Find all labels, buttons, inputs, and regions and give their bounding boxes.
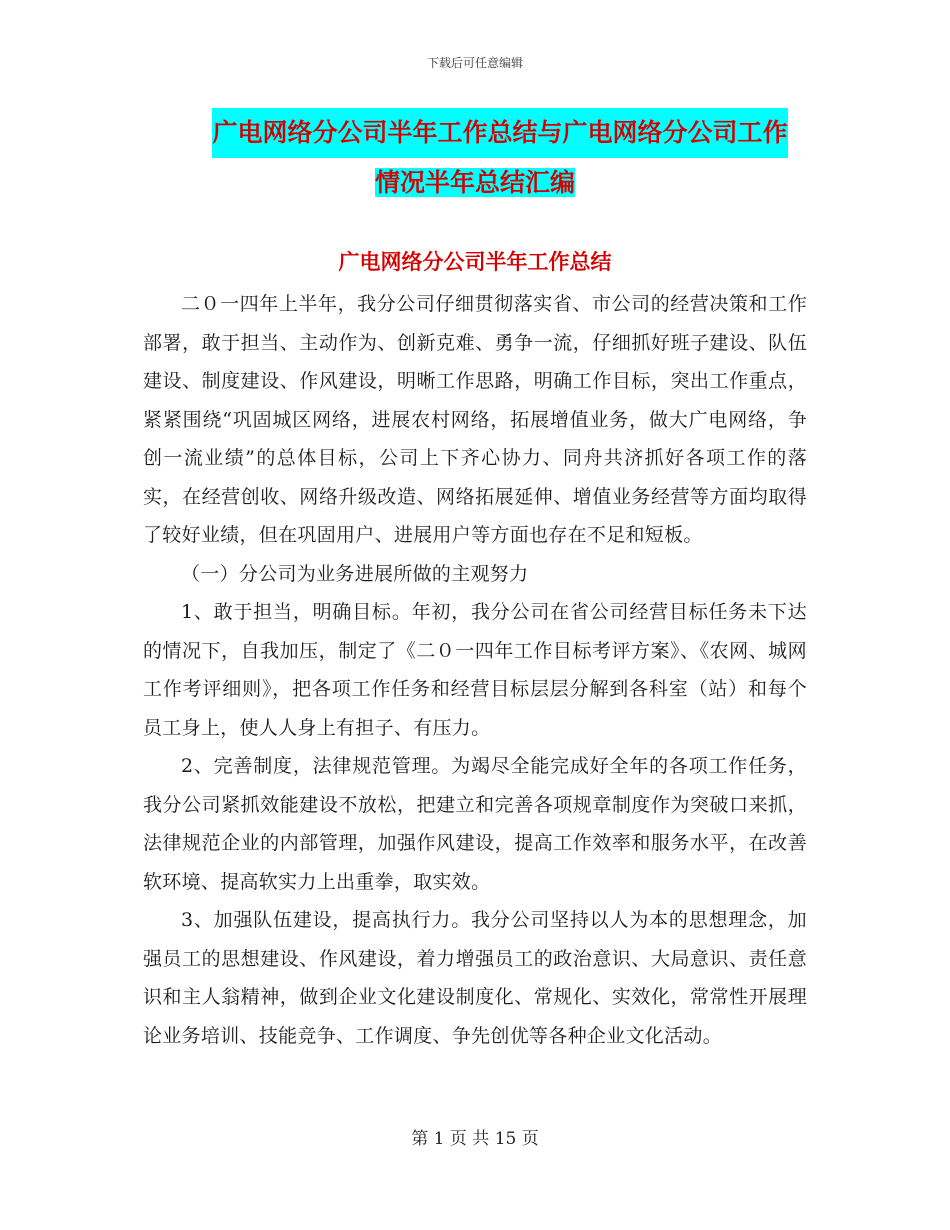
body-text xyxy=(143,285,807,1055)
paragraph-item-3: 3、加强队伍建设，提高执行力。我分公司坚持以人为本的思想理念，加强员工的思想建设、作风建设，着力增强员工的政治意识、大局意识、责任意识和主人翁精神，做到企业文化建设制度化、常规化、实效化，常常性开展理论业务培训、技能竞争、工作调度、争先创优等各种企业文化活动。 xyxy=(143,909,807,1047)
paragraph-intro: 二０一四年上半年，我分公司仔细贯彻落实省、市公司的经营决策和工作部署，敢于担当、主动作为、创新克难、勇争一流，仔细抓好班子建设、队伍建设、制度建设、作风建设，明晰工作思路，明确工作目标，突出工作重点，紧紧围绕“巩固城区网络，进展农村网络，拓展增值业务，做大广电网络，争创一流业绩”的总体目标，公司上下齐心协力、同舟共济抓好各项工作的落实，在经营创收、网络升级改造、网络拓展延伸、增值业务经营等方面均取得了较好业绩，但在巩固用户、进展用户等方面也存在不足和短板。 xyxy=(143,293,807,546)
document-title xyxy=(0,108,950,208)
paragraph-item-2: 2、完善制度，法律规范管理。为竭尽全能完成好全年的各项工作任务，我分公司紧抓效能建设不放松，把建立和完善各项规章制度作为突破口来抓，法律规范企业的内部管理，加强作风建设，提高工作效率和服务水平，在改善软环境、提高软实力上出重拳，取实效。 xyxy=(143,755,807,893)
section-title: 广电网络分公司半年工作总结 xyxy=(338,250,612,274)
paragraph-subheading: （一）分公司为业务进展所做的主观努力 xyxy=(181,562,529,585)
page-number: 第 1 页 共 15 页 xyxy=(411,1129,539,1149)
document-title-line-2: 情况半年总结汇编 xyxy=(374,168,575,197)
paragraph-item-1: 1、敢于担当，明确目标。年初，我分公司在省公司经营目标任务未下达的情况下，自我加压，制定了《二０一四年工作目标考评方案》、《农网、城网工作考评细则》，把各项工作任务和经营目标层层分解到各科室（站）和每个员工身上，使人人身上有担子、有压力。 xyxy=(143,601,807,739)
document-title-line-1: 广电网络分公司半年工作总结与广电网络分公司工作 xyxy=(212,108,787,158)
header-note: 下载后可任意编辑 xyxy=(426,56,523,70)
